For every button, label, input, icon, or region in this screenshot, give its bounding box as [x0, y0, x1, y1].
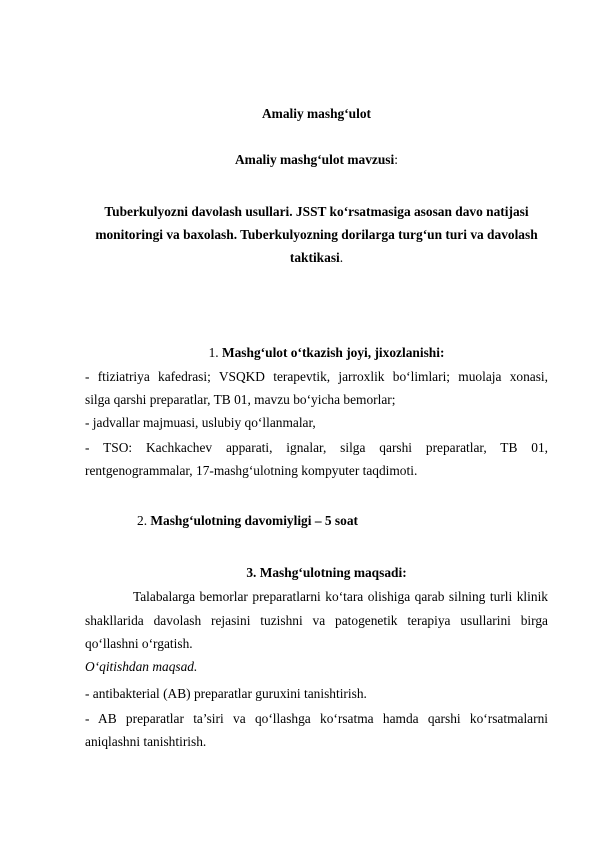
section3-line-3: qo‘llashni o‘rgatish.	[85, 636, 193, 651]
topic-line-3: taktikasi.	[289, 250, 344, 265]
section1-line-3: - jadvallar majmuasi, uslubiy qo‘llanmalar,	[85, 415, 316, 430]
section3-line-2: shakllarida davolash rejasini tuzishni va patogenetik terapiya usullarini birga	[85, 613, 548, 628]
section1-heading: 1. Mashg‘ulot o‘tkazish joyi, jixozlanishi:	[208, 345, 445, 360]
goal-line-3: aniqlashni tanishtirish.	[85, 734, 207, 749]
section1-line-1: - ftiziatriya kafedrasi; VSQKD terapevtik, jarroxlik bo‘limlari; muolaja xonasi,	[85, 369, 548, 384]
topic-line-1: Tuberkulyozni davolash usullari. JSST ko‘rsatmasiga asosan davo natijasi	[104, 204, 529, 219]
page-title: Amaliy mashg‘ulot	[262, 106, 371, 121]
section3-heading: 3. Mashg‘ulotning maqsadi:	[246, 565, 407, 580]
section3-line-1: Talabalarga bemorlar preparatlarni ko‘tara olishiga qarab silning turli klinik	[133, 589, 548, 604]
goal-line-1: - antibakterial (AB) preparatlar guruxini tanishtirish.	[85, 686, 367, 701]
section1-line-5: rentgenogrammalar, 17-mashg‘ulotning kompyuter taqdimoti.	[85, 463, 418, 478]
goal-line-2: - AB preparatlar ta’siri va qo‘llashga ko‘rsatma hamda qarshi ko‘rsatmalarni	[85, 711, 548, 726]
section2-heading: 2. Mashg‘ulotning davomiyligi – 5 soat	[137, 513, 358, 528]
topic-label: Amaliy mashg‘ulot mavzusi:	[235, 152, 398, 167]
section1-line-2: silga qarshi preparatlar, TB 01, mavzu bo‘yicha bemorlar;	[85, 392, 396, 407]
section3-subheading: O‘qitishdan maqsad.	[85, 659, 198, 674]
section1-line-4: - TSO: Kachkachev apparati, ignalar, silga qarshi preparatlar, TB 01,	[85, 440, 548, 455]
topic-line-2: monitoringi va baxolash. Tuberkulyozning dorilarga turg‘un turi va davolash	[95, 227, 538, 242]
